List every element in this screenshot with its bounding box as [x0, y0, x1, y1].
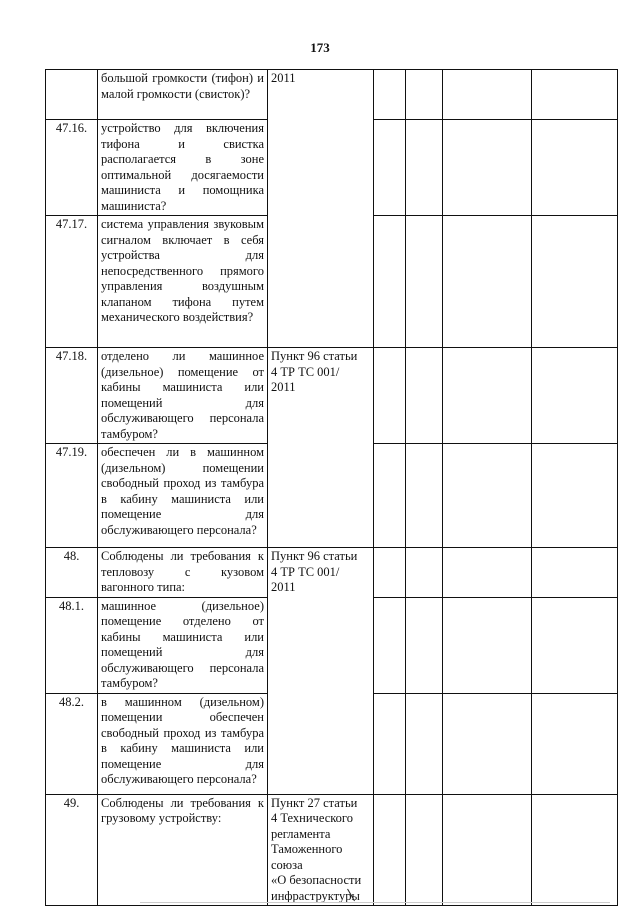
row-reference: Пункт 27 статьи 4 Технического регламента Таможенного союза «О безопасности инфраструктуры — [268, 794, 374, 906]
empty-cell — [443, 693, 532, 794]
empty-cell — [443, 348, 532, 444]
empty-cell — [374, 794, 406, 906]
row-number: 47.19. — [46, 444, 98, 548]
empty-cell — [532, 348, 618, 444]
empty-cell — [374, 120, 406, 216]
empty-cell — [406, 548, 443, 598]
requirements-table — [45, 69, 618, 906]
row-number: 48.1. — [46, 597, 98, 693]
empty-cell — [443, 70, 532, 120]
row-reference: Пункт 96 статьи 4 ТР ТС 001/ 2011 — [268, 548, 374, 795]
empty-cell — [532, 597, 618, 693]
empty-cell — [406, 216, 443, 348]
row-number: 47.18. — [46, 348, 98, 444]
row-number — [46, 70, 98, 120]
row-question: система управления звуковым сигналом включает в себя устройства для непосредственного прямого управления воздушным клапаном тифона путем механического воздействия? — [98, 216, 268, 348]
empty-cell — [406, 120, 443, 216]
table-row — [46, 794, 618, 906]
empty-cell — [406, 693, 443, 794]
row-question: в машинном (дизельном) помещении обеспечен свободный проход из тамбура в кабину машиниста или помещение для обслуживающего персонала? — [98, 693, 268, 794]
empty-cell — [443, 548, 532, 598]
empty-cell — [406, 597, 443, 693]
empty-cell — [532, 216, 618, 348]
empty-cell — [406, 444, 443, 548]
row-reference: 2011 — [268, 70, 374, 348]
empty-cell — [443, 597, 532, 693]
empty-cell — [374, 348, 406, 444]
row-question: отделено ли машинное (дизельное) помещение от кабины машиниста или помещений для обслуживающего персонала тамбуром? — [98, 348, 268, 444]
empty-cell — [532, 444, 618, 548]
row-question: большой громкости (тифон) и малой громкости (свисток)? — [98, 70, 268, 120]
row-reference: Пункт 96 статьи 4 ТР ТС 001/ 2011 — [268, 348, 374, 548]
empty-cell — [443, 794, 532, 906]
empty-cell — [406, 70, 443, 120]
empty-cell — [532, 120, 618, 216]
empty-cell — [406, 348, 443, 444]
scan-edge-line — [140, 902, 610, 903]
page-number: 173 — [310, 40, 330, 55]
row-number: 48. — [46, 548, 98, 598]
empty-cell — [443, 216, 532, 348]
empty-cell — [406, 794, 443, 906]
empty-cell — [374, 693, 406, 794]
row-question: устройство для включения тифона и свистка располагается в зоне оптимальной досягаемости машиниста и помощника машиниста? — [98, 120, 268, 216]
row-question: Соблюдены ли требования к тепловозу с кузовом вагонного типа: — [98, 548, 268, 598]
empty-cell — [374, 548, 406, 598]
row-number: 49. — [46, 794, 98, 906]
empty-cell — [443, 120, 532, 216]
row-question: Соблюдены ли требования к грузовому устройству: — [98, 794, 268, 906]
row-question: машинное (дизельное) помещение отделено от кабины машиниста или помещений для обслуживающего персонала тамбуром? — [98, 597, 268, 693]
empty-cell — [374, 216, 406, 348]
empty-cell — [374, 597, 406, 693]
row-question: обеспечен ли в машинном (дизельном) помещении свободный проход из тамбура в кабину машиниста или помещение для обслуживающего персонала? — [98, 444, 268, 548]
empty-cell — [443, 444, 532, 548]
table-row — [46, 348, 618, 444]
empty-cell — [532, 548, 618, 598]
table-row — [46, 548, 618, 598]
empty-cell — [532, 70, 618, 120]
row-number: 47.17. — [46, 216, 98, 348]
empty-cell — [532, 794, 618, 906]
row-number: 47.16. — [46, 120, 98, 216]
empty-cell — [374, 70, 406, 120]
table-row — [46, 70, 618, 120]
empty-cell — [532, 693, 618, 794]
row-number: 48.2. — [46, 693, 98, 794]
empty-cell — [374, 444, 406, 548]
